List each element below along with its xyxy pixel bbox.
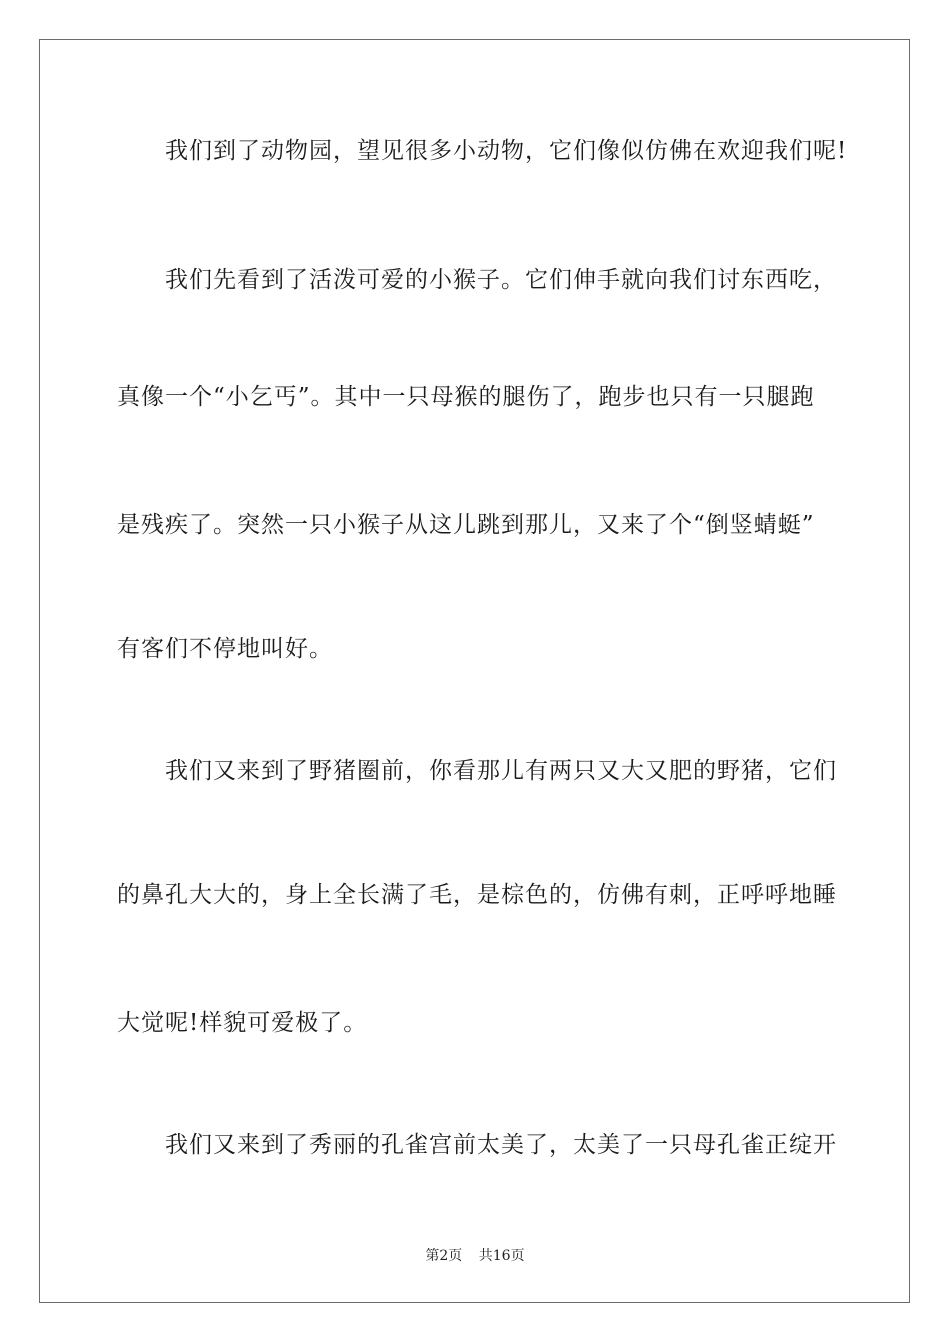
paragraph-line: 是残疾了。突然一只小猴子从这儿跳到那儿，又来了个“倒竖蜻蜓” — [117, 512, 815, 538]
paragraph-line: 我们又来到了秀丽的孔雀宫前太美了，太美了一只母孔雀正绽开 — [165, 1132, 837, 1158]
page-total: 共16页 — [478, 1248, 525, 1264]
paragraph-line: 我们又来到了野猪圈前，你看那儿有两只又大又肥的野猪，它们 — [165, 758, 837, 784]
paragraph-line: 的鼻孔大大的，身上全长满了毛，是棕色的，仿佛有刺，正呼呼地睡 — [117, 882, 837, 908]
paragraph-line: 有客们不停地叫好。 — [117, 636, 333, 662]
paragraph-line: 我们到了动物园，望见很多小动物，它们像似仿佛在欢迎我们呢! — [165, 138, 848, 164]
page-number: 第2页 — [425, 1248, 463, 1264]
paragraph-line: 大觉呢!样貌可爱极了。 — [117, 1010, 368, 1036]
page-border — [39, 39, 910, 1303]
page-footer — [0, 1246, 950, 1266]
paragraph-line: 我们先看到了活泼可爱的小猴子。它们伸手就向我们讨东西吃， — [165, 267, 837, 293]
paragraph-line: 真像一个“小乞丐”。其中一只母猴的腿伤了，跑步也只有一只腿跑 — [117, 384, 815, 410]
